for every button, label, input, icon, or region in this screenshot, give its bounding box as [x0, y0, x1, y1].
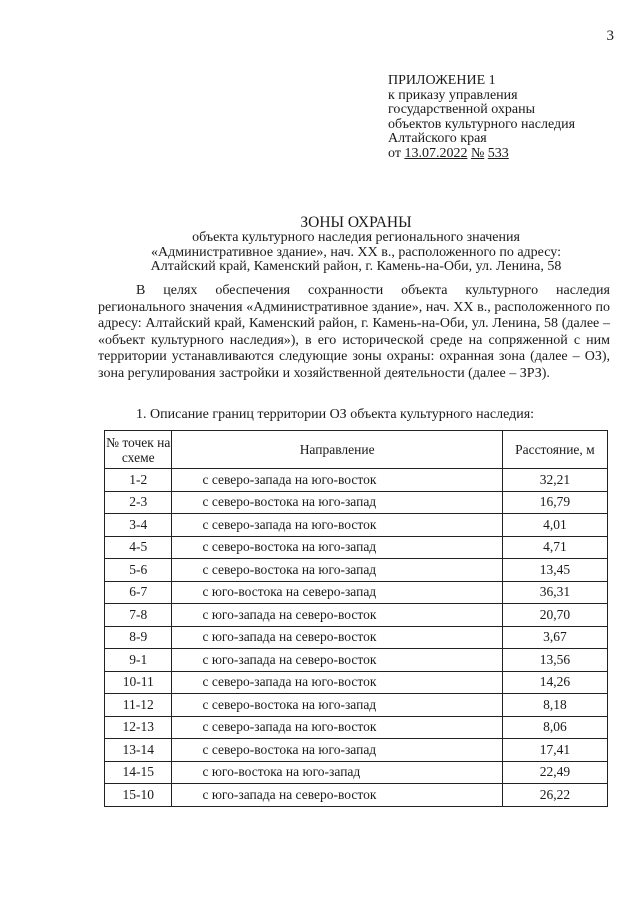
cell-direction: с северо-запада на юго-восток — [172, 671, 502, 694]
table-row — [105, 559, 608, 582]
table-row — [105, 581, 608, 604]
cell-distance: 8,06 — [502, 716, 607, 739]
cell-points: 8-9 — [105, 626, 172, 649]
page-number: 3 — [606, 28, 614, 44]
cell-distance: 20,70 — [502, 604, 607, 627]
cell-points: 4-5 — [105, 536, 172, 559]
section-heading: 1. Описание границ территории ОЗ объекта культурного наследия: — [136, 407, 535, 422]
cell-points: 10-11 — [105, 671, 172, 694]
cell-distance: 22,49 — [502, 761, 607, 784]
table-row — [105, 604, 608, 627]
cell-direction: с юго-востока на юго-запад — [172, 761, 502, 784]
cell-direction: с юго-запада на северо-восток — [172, 604, 502, 627]
cell-direction: с северо-запада на юго-восток — [172, 514, 502, 537]
appendix-line: к приказу управления — [388, 87, 518, 103]
cell-points: 1-2 — [105, 469, 172, 492]
table-row — [105, 784, 608, 807]
cell-direction: с северо-востока на юго-запад — [172, 739, 502, 762]
appendix-block — [388, 74, 575, 161]
cell-direction: с северо-востока на юго-запад — [172, 694, 502, 717]
table-row — [105, 626, 608, 649]
cell-distance: 13,56 — [502, 649, 607, 672]
cell-distance: 4,71 — [502, 536, 607, 559]
cell-distance: 4,01 — [502, 514, 607, 537]
table-row — [105, 491, 608, 514]
table-row — [105, 671, 608, 694]
appendix-line: ПРИЛОЖЕНИЕ 1 — [388, 73, 496, 88]
cell-distance: 8,18 — [502, 694, 607, 717]
header-direction: Направление — [172, 431, 502, 469]
cell-points: 7-8 — [105, 604, 172, 627]
cell-distance: 32,21 — [502, 469, 607, 492]
table-row — [105, 469, 608, 492]
cell-points: 13-14 — [105, 739, 172, 762]
table-row — [105, 694, 608, 717]
cell-points: 9-1 — [105, 649, 172, 672]
cell-points: 15-10 — [105, 784, 172, 807]
cell-points: 6-7 — [105, 581, 172, 604]
cell-direction: с северо-востока на юго-запад — [172, 559, 502, 582]
cell-distance: 16,79 — [502, 491, 607, 514]
table-header-row — [105, 431, 608, 469]
cell-distance: 26,22 — [502, 784, 607, 807]
number-sign: № — [470, 145, 485, 161]
cell-direction: с северо-запада на юго-восток — [172, 716, 502, 739]
header-distance: Расстояние, м — [502, 431, 607, 469]
document-title — [60, 214, 640, 275]
cell-points: 12-13 — [105, 716, 172, 739]
table-body — [105, 469, 608, 807]
appendix-date-line — [388, 147, 575, 162]
table-row — [105, 514, 608, 537]
table-row — [105, 761, 608, 784]
table-row — [105, 536, 608, 559]
cell-distance: 3,67 — [502, 626, 607, 649]
cell-points: 5-6 — [105, 559, 172, 582]
header-points: № точек на схеме — [105, 431, 172, 469]
date-prefix: от — [388, 145, 401, 161]
cell-points: 3-4 — [105, 514, 172, 537]
boundary-table — [104, 430, 608, 807]
order-number: 533 — [487, 145, 509, 161]
cell-direction: с северо-запада на юго-восток — [172, 469, 502, 492]
table-row — [105, 716, 608, 739]
cell-distance: 17,41 — [502, 739, 607, 762]
cell-direction: с северо-востока на юго-запад — [172, 491, 502, 514]
appendix-line: государственной охраны — [388, 102, 536, 117]
order-date: 13.07.2022 — [404, 145, 468, 161]
title-main: ЗОНЫ ОХРАНЫ — [300, 214, 412, 231]
cell-direction: с северо-востока на юго-запад — [172, 536, 502, 559]
cell-direction: с юго-запада на северо-восток — [172, 649, 502, 672]
title-line: «Административное здание», нач. XX в., расположенного по адресу: — [151, 244, 561, 260]
cell-direction: с юго-запада на северо-восток — [172, 784, 502, 807]
cell-direction: с юго-востока на северо-запад — [172, 581, 502, 604]
cell-distance: 14,26 — [502, 671, 607, 694]
title-line: объекта культурного наследия регионального значения — [192, 230, 520, 245]
appendix-line: объектов культурного наследия — [388, 116, 576, 132]
cell-direction: с юго-запада на северо-восток — [172, 626, 502, 649]
table-row — [105, 739, 608, 762]
cell-points: 2-3 — [105, 491, 172, 514]
cell-distance: 36,31 — [502, 581, 607, 604]
appendix-line: Алтайского края — [388, 131, 487, 146]
cell-distance: 13,45 — [502, 559, 607, 582]
cell-points: 14-15 — [105, 761, 172, 784]
table-row — [105, 649, 608, 672]
intro-paragraph: В целях обеспечения сохранности объекта культурного наследия регионального значения «Административное здание», нач. XX в., расположенного по адресу: Алтайский край, Каменский район, г. Камень-на-Оби, ул. Ленина, 58 (далее – «объект культурного наследия»), в его исторической среде на сопряженной с ним территории устанавливаются следующие зоны охраны: охранная зона (далее – ОЗ), зона регулирования застройки и хозяйственной деятельности (далее – ЗРЗ). — [98, 283, 610, 381]
title-line: Алтайский край, Каменский район, г. Камень-на-Оби, ул. Ленина, 58 — [150, 259, 562, 274]
cell-points: 11-12 — [105, 694, 172, 717]
